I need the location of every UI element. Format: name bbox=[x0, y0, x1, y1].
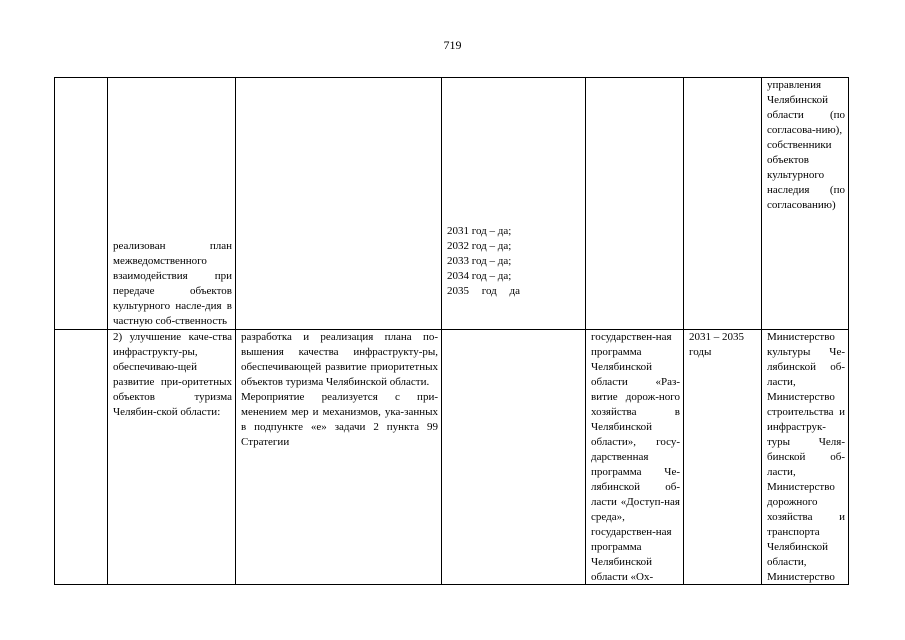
table-row bbox=[55, 78, 849, 330]
cell-task bbox=[108, 330, 236, 585]
cell-indicator bbox=[442, 330, 586, 585]
cell-program bbox=[586, 330, 684, 585]
cell-measure bbox=[236, 330, 442, 585]
indicator-values bbox=[447, 224, 582, 329]
task-text: 2) улучшение каче-ства инфраструкту-ры, обеспечиваю-щей развитие при-оритетных объектов туризма Челябин-ской области: bbox=[113, 331, 232, 418]
responsible-text: Министерство культуры Че-лябинской об-ласти, Министерство строительства и инфраструк-туры Челя-бинской об-ласти, Министерство дорожного хозяйства и транспорта Челябинской области, Министерство bbox=[767, 331, 845, 583]
indicator-line: 2034 год – да; bbox=[447, 270, 512, 282]
cell-period bbox=[684, 330, 762, 585]
cell-responsible bbox=[762, 330, 849, 585]
indicator-line: 2031 год – да; bbox=[447, 225, 512, 237]
program-text: государствен-ная программа Челябинской области «Раз-витие дорож-ного хозяйства в Челябинской области», госу-дарственная программа Че-лябинской об-ласти «Доступ-ная среда», государствен-ная программа Челябинской области «Ох- bbox=[591, 331, 680, 583]
page-number: 719 bbox=[443, 38, 462, 52]
cell-task bbox=[108, 78, 236, 330]
indicator-line: 2033 год – да; bbox=[447, 255, 512, 267]
indicator-line: 2035 год да bbox=[447, 285, 520, 297]
cell-number bbox=[55, 330, 108, 585]
cell-indicator bbox=[442, 78, 586, 330]
cell-number bbox=[55, 78, 108, 330]
table-row bbox=[55, 330, 849, 585]
cell-period bbox=[684, 78, 762, 330]
measure-paragraph: Мероприятие реализуется с при-менением мер и механизмов, ука-занных в подпункте «е» задачи 2 пункта 99 Стратегии bbox=[241, 391, 438, 448]
measures-table bbox=[54, 77, 849, 585]
cell-measure bbox=[236, 78, 442, 330]
responsible-text: управления Челябинской области (по согласова-нию), собственники объектов культурного наследия (по согласованию) bbox=[767, 79, 845, 211]
period-text: 2031 – 2035 годы bbox=[689, 331, 744, 358]
cell-responsible bbox=[762, 78, 849, 330]
indicator-line: 2032 год – да; bbox=[447, 240, 512, 252]
cell-program bbox=[586, 78, 684, 330]
measure-paragraph: разработка и реализация плана по-вышения качества инфраструкту-ры, обеспечивающей развитие приоритетных объектов туризма Челябинской области. bbox=[241, 331, 438, 388]
task-text: реализован план межведомственного взаимодействия при передаче объектов культурного насле-дия в частную соб-ственность bbox=[113, 240, 232, 327]
